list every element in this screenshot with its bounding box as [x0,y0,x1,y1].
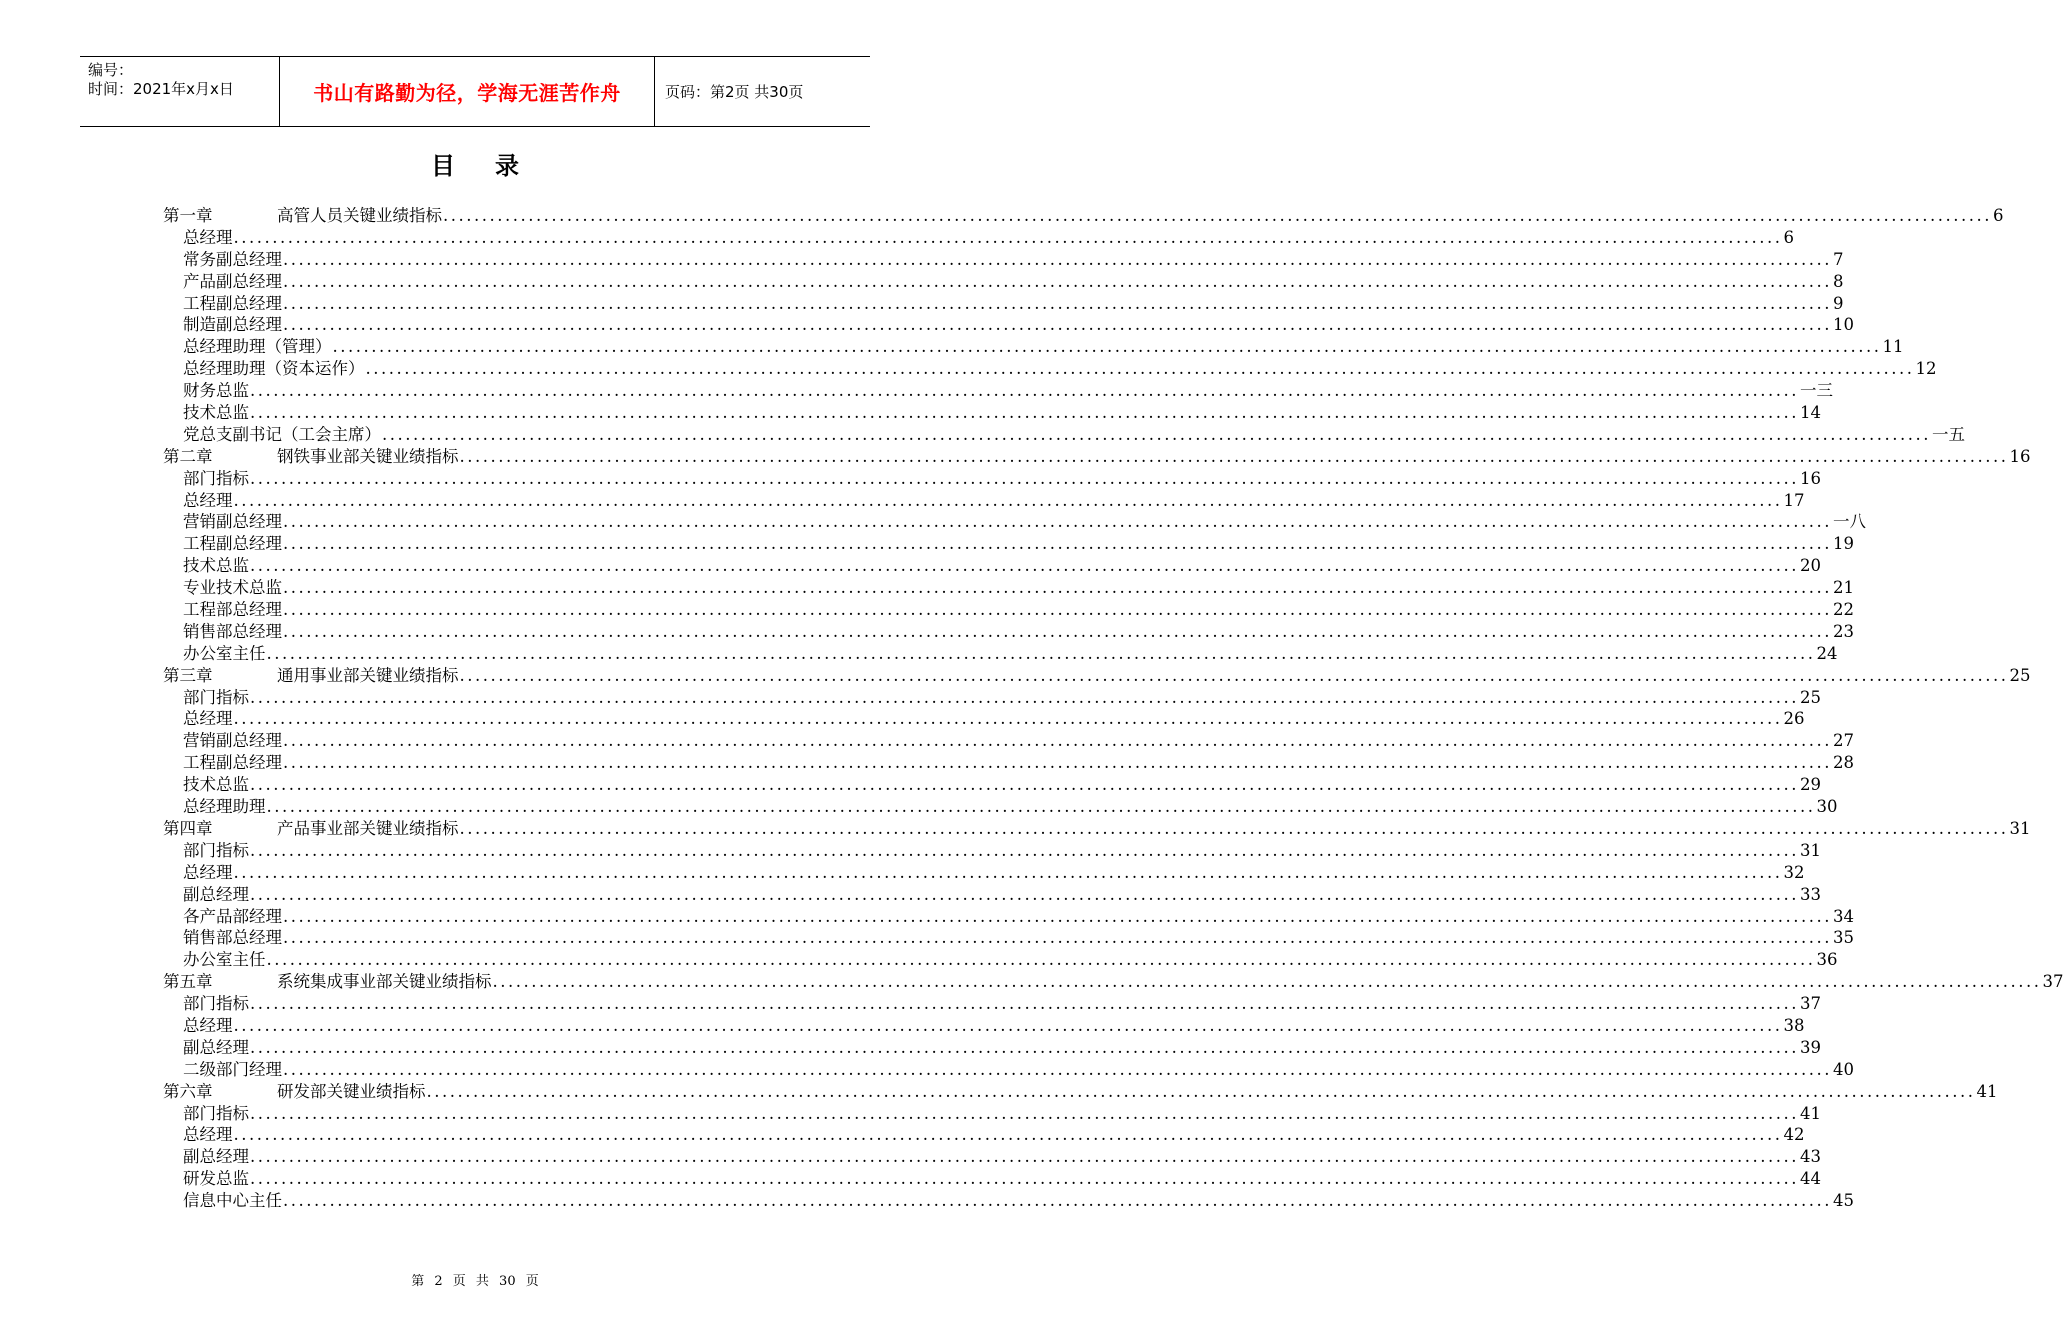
dot-leader: ........................................................................................................................................................................................................ [233,1015,1783,1035]
toc-entry-label: 办公室主任 [183,643,266,663]
dot-leader: ........................................................................................................................................................................................................ [250,994,1799,1014]
toc-entry[interactable] [163,402,1821,424]
toc-entry[interactable] [163,884,1821,906]
toc-chapter-entry[interactable] [163,818,2031,840]
toc-entry[interactable] [163,1168,1821,1190]
dot-leader: ........................................................................................................................................................................................................ [332,337,1882,357]
toc-entry-label: 营销副总经理 [183,731,282,751]
toc-entry-label: 信息中心主任 [183,1191,282,1211]
dot-leader: ........................................................................................................................................................................................................ [250,381,1799,401]
toc-entry-label: 工程副总经理 [183,753,282,773]
toc-entry-label: 技术总监 [183,556,249,576]
dot-leader: ........................................................................................................................................................................................................ [283,906,1832,926]
toc-entry[interactable] [163,906,1854,928]
dot-leader: ........................................................................................................................................................................................................ [283,1059,1832,1079]
dot-leader: ........................................................................................................................................................................................................ [283,600,1832,620]
toc-entry-label: 办公室主任 [183,950,266,970]
toc-page-number: 20 [1799,556,1821,576]
toc-entry-label: 技术总监 [183,403,249,423]
toc-entry[interactable] [163,862,1805,884]
toc-entry-label: 部门指标 [183,840,249,860]
dot-leader: ........................................................................................................................................................................................................ [426,1081,1976,1101]
toc-page-number: 16 [2009,446,2031,466]
dot-leader: ........................................................................................................................................................................................................ [283,249,1832,269]
toc-entry[interactable] [163,840,1821,862]
toc-entry[interactable] [163,336,1904,358]
toc-page-number: 36 [1816,950,1838,970]
dot-leader: ........................................................................................................................................................................................................ [250,840,1799,860]
toc-page-number: 16 [1799,468,1821,488]
toc-page-number: 10 [1832,315,1854,335]
toc-page-number: 41 [1976,1081,1998,1101]
toc-page-number: 14 [1799,403,1821,423]
toc-entry-label: 部门指标 [183,687,249,707]
toc-chapter-number: 第五章 [163,972,213,992]
dot-leader: ........................................................................................................................................................................................................ [233,1125,1783,1145]
dot-leader: ........................................................................................................................................................................................................ [283,621,1832,641]
dot-leader: ........................................................................................................................................................................................................ [382,424,1931,444]
toc-entry-label: 党总支副书记（工会主席） [183,424,381,444]
toc-entry-label: 二级部门经理 [183,1059,282,1079]
toc-entry-label: 产品事业部关键业绩指标 [277,818,459,838]
toc-entry[interactable] [163,1059,1854,1081]
dot-leader: ........................................................................................................................................................................................................ [250,1169,1799,1189]
dot-leader: ........................................................................................................................................................................................................ [459,446,2009,466]
toc-page-number: 12 [1915,359,1937,379]
dot-leader: ........................................................................................................................................................................................................ [459,665,2009,685]
toc-chapter-entry[interactable] [163,1081,1998,1103]
toc-entry-label: 销售部总经理 [183,621,282,641]
dot-leader: ........................................................................................................................................................................................................ [250,403,1799,423]
toc-page-number: 6 [1783,227,1794,247]
toc-entry[interactable] [163,949,1838,971]
toc-entry[interactable] [163,1190,1854,1212]
toc-page-number: 31 [2009,818,2031,838]
toc-entry-label: 高管人员关键业绩指标 [277,206,442,225]
toc-entry[interactable] [163,1146,1821,1168]
toc-entry-label: 副总经理 [183,1037,249,1057]
toc-entry-label: 产品副总经理 [183,271,282,291]
toc-entry-label: 工程部总经理 [183,600,282,620]
toc-page-number: 19 [1832,534,1854,554]
dot-leader: ........................................................................................................................................................................................................ [283,293,1832,313]
toc-entry-label: 总经理助理 [183,797,266,817]
toc-page-number: 34 [1832,906,1854,926]
toc-page-number: 33 [1799,884,1821,904]
toc-entry-label: 营销副总经理 [183,512,282,532]
header-motto-cell [280,57,655,126]
toc-entry-label: 总经理 [183,227,233,247]
toc-entry-label: 技术总监 [183,775,249,795]
toc-entry[interactable] [163,577,1854,599]
dot-leader: ........................................................................................................................................................................................................ [250,687,1799,707]
toc-chapter-number: 第二章 [163,446,213,466]
toc-entry[interactable] [163,511,1866,533]
toc-page-number: 7 [1832,249,1844,269]
toc-entry-label: 总经理 [183,862,233,882]
toc-page-number: 31 [1799,840,1821,860]
toc-entry-label: 总经理 [183,1125,233,1145]
toc-entry[interactable] [163,227,1794,249]
toc-entry-label: 总经理 [183,709,233,729]
toc-page-number: 44 [1799,1169,1821,1189]
toc-chapter-number: 第三章 [163,665,213,685]
toc-entry[interactable] [163,555,1821,577]
toc-entry-label: 副总经理 [183,884,249,904]
dot-leader: ........................................................................................................................................................................................................ [283,534,1832,554]
toc-entry-label: 部门指标 [183,994,249,1014]
toc-entry-label: 研发总监 [183,1169,249,1189]
toc-entry-label: 部门指标 [183,1103,249,1123]
number-label: 编号： [88,61,134,79]
toc-entry[interactable] [163,599,1854,621]
dot-leader: ........................................................................................................................................................................................................ [250,468,1799,488]
toc-page-number: 23 [1832,621,1854,641]
toc-page-number: 一八 [1832,512,1866,532]
toc-page-number: 37 [2042,972,2063,992]
toc-entry-label: 总经理 [183,1015,233,1035]
toc-page-number: 40 [1832,1059,1854,1079]
toc-entry[interactable] [163,643,1838,665]
dot-leader: ........................................................................................................................................................................................................ [266,643,1816,663]
toc-page-number: 24 [1816,643,1838,663]
toc-entry[interactable] [163,1037,1821,1059]
dot-leader: ........................................................................................................................................................................................................ [250,1147,1799,1167]
toc-page-number: 11 [1882,337,1904,357]
toc-entry[interactable] [163,380,1833,402]
dot-leader: ........................................................................................................................................................................................................ [283,731,1832,751]
toc-page-number: 42 [1783,1125,1805,1145]
toc-entry-label: 专业技术总监 [183,578,282,598]
page-footer: 第 2 页 共 30 页 [411,1274,539,1289]
dot-leader: ........................................................................................................................................................................................................ [250,884,1799,904]
toc-page-number: 9 [1832,293,1844,313]
toc-page-number: 41 [1799,1103,1821,1123]
toc-chapter-number: 第六章 [163,1081,213,1101]
toc-entry[interactable] [163,774,1821,796]
dot-leader: ........................................................................................................................................................................................................ [365,359,1915,379]
toc-entry[interactable] [163,1015,1805,1037]
toc-entry-label: 工程副总经理 [183,534,282,554]
toc-page-number: 29 [1799,775,1821,795]
header-motto: 书山有路勤为径，学海无涯苦作舟 [313,81,621,105]
dot-leader: ........................................................................................................................................................................................................ [266,797,1816,817]
dot-leader: ........................................................................................................................................................................................................ [233,862,1783,882]
page-label: 页码：第2页 共30页 [665,83,804,101]
toc-entry[interactable] [163,358,1937,380]
toc-entry[interactable] [163,424,1965,446]
toc-chapter-entry[interactable] [163,665,2031,687]
toc-entry[interactable] [163,687,1821,709]
toc-entry-label: 总经理 [183,490,233,510]
dot-leader: ........................................................................................................................................................................................................ [283,512,1832,532]
toc-entry-label: 财务总监 [183,381,249,401]
toc-chapter-entry[interactable] [163,205,2004,227]
toc-entry[interactable] [163,1124,1805,1146]
toc-entry[interactable] [163,752,1854,774]
toc-page-number: 27 [1832,731,1854,751]
toc-page-number: 32 [1783,862,1805,882]
toc-entry[interactable] [163,796,1838,818]
toc-entry-label: 通用事业部关键业绩指标 [277,665,459,685]
toc-chapter-entry[interactable] [163,446,2031,468]
dot-leader: ........................................................................................................................................................................................................ [283,271,1832,291]
dot-leader: ........................................................................................................................................................................................................ [459,818,2009,838]
dot-leader: ........................................................................................................................................................................................................ [283,753,1832,773]
toc-entry[interactable] [163,1103,1821,1125]
toc-page-number: 39 [1799,1037,1821,1057]
toc-chapter-number: 第四章 [163,818,213,838]
dot-leader: ........................................................................................................................................................................................................ [283,1191,1832,1211]
toc-entry-label: 制造副总经理 [183,315,282,335]
toc-entry[interactable] [163,490,1805,512]
dot-leader: ........................................................................................................................................................................................................ [250,775,1799,795]
toc-entry[interactable] [163,468,1821,490]
page-title: 目录 [431,152,559,180]
toc-page-number: 28 [1832,753,1854,773]
dot-leader: ........................................................................................................................................................................................................ [250,1103,1799,1123]
toc-page-number: 38 [1783,1015,1805,1035]
toc-page-number: 6 [1992,206,2004,225]
toc-entry-label: 钢铁事业部关键业绩指标 [277,446,459,466]
dot-leader: ........................................................................................................................................................................................................ [283,578,1832,598]
toc-page-number: 25 [2009,665,2031,685]
toc-page-number: 25 [1799,687,1821,707]
toc-entry-label: 常务副总经理 [183,249,282,269]
toc-entry-label: 总经理助理（资本运作） [183,359,365,379]
toc-entry[interactable] [163,621,1854,643]
toc-entry[interactable] [163,293,1844,315]
toc-entry-label: 副总经理 [183,1147,249,1167]
page-header [80,56,870,127]
toc-entry-label: 销售部总经理 [183,928,282,948]
toc-entry[interactable] [163,993,1821,1015]
toc-page-number: 一五 [1931,424,1965,444]
toc-page-number: 8 [1832,271,1844,291]
toc-page-number: 21 [1832,578,1854,598]
dot-leader: ........................................................................................................................................................................................................ [233,490,1783,510]
toc-page-number: 17 [1783,490,1805,510]
toc-page-number: 22 [1832,600,1854,620]
toc-entry-label: 各产品部经理 [183,906,282,926]
dot-leader: ........................................................................................................................................................................................................ [283,315,1832,335]
toc-entry-label: 工程副总经理 [183,293,282,313]
dot-leader: ........................................................................................................................................................................................................ [233,227,1783,247]
dot-leader: ........................................................................................................................................................................................................ [250,1037,1799,1057]
dot-leader: ........................................................................................................................................................................................................ [492,972,2042,992]
toc-chapter-number: 第一章 [163,206,213,225]
toc-page-number: 35 [1832,928,1854,948]
toc-entry[interactable] [163,249,1844,271]
toc-page-number: 一三 [1799,381,1833,401]
toc-chapter-entry[interactable] [163,971,2063,993]
dot-leader: ........................................................................................................................................................................................................ [283,928,1832,948]
dot-leader: ........................................................................................................................................................................................................ [266,950,1816,970]
toc-entry-label: 系统集成事业部关键业绩指标 [277,972,492,992]
toc-page-number: 30 [1816,797,1838,817]
dot-leader: ........................................................................................................................................................................................................ [233,709,1783,729]
toc-page-number: 37 [1799,994,1821,1014]
toc-entry[interactable] [163,730,1854,752]
date-label: 时间：2021年x月x日 [88,80,234,98]
toc-entry[interactable] [163,314,1854,336]
toc-page-number: 43 [1799,1147,1821,1167]
toc-page-number: 45 [1832,1191,1854,1211]
toc-entry[interactable] [163,927,1854,949]
toc-entry-label: 总经理助理（管理） [183,337,332,357]
toc-page-number: 26 [1783,709,1805,729]
header-meta [80,57,280,126]
header-page-info [655,57,870,126]
dot-leader: ........................................................................................................................................................................................................ [250,556,1799,576]
table-of-contents [163,205,2063,1212]
dot-leader: ........................................................................................................................................................................................................ [443,206,1992,225]
toc-entry-label: 研发部关键业绩指标 [277,1081,426,1101]
toc-entry[interactable] [163,708,1805,730]
toc-entry[interactable] [163,533,1854,555]
toc-entry[interactable] [163,271,1844,293]
toc-entry-label: 部门指标 [183,468,249,488]
